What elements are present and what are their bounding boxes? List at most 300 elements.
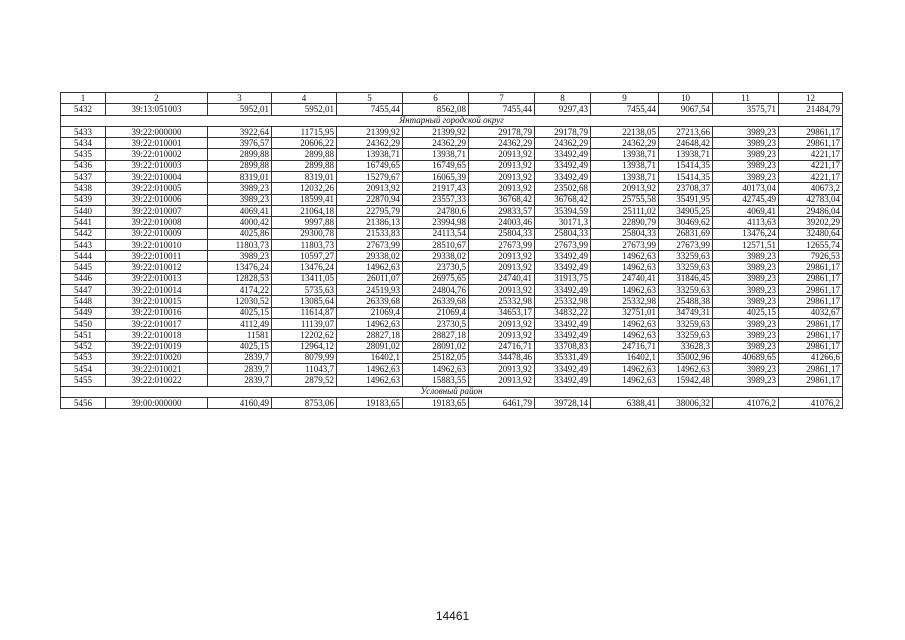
table-cell: 14962,63 [591, 330, 659, 341]
table-cell: 5436 [61, 160, 106, 171]
table-cell: 24740,41 [469, 273, 535, 284]
table-cell: 13476,24 [208, 262, 272, 273]
table-cell: 8753,06 [272, 398, 337, 409]
table-cell: 39:22:010007 [106, 205, 208, 216]
table-cell: 28827,18 [337, 330, 403, 341]
table-row [61, 172, 843, 183]
table-cell: 5446 [61, 273, 106, 284]
table-cell: 5952,01 [272, 104, 337, 115]
table-cell: 25488,38 [659, 296, 713, 307]
table-cell: 39:22:010020 [106, 352, 208, 363]
table-cell: 5448 [61, 296, 106, 307]
table-cell: 39:22:010010 [106, 239, 208, 250]
column-header: 6 [403, 93, 469, 104]
table-cell: 16749,65 [337, 160, 403, 171]
table-row [61, 262, 843, 273]
table-cell: 33259,63 [659, 318, 713, 329]
table-row [61, 352, 843, 363]
table-cell: 3989,23 [713, 296, 779, 307]
table-cell: 13938,71 [659, 149, 713, 160]
table-cell: 14962,63 [337, 375, 403, 386]
table-cell: 20913,92 [469, 183, 535, 194]
table-cell: 35394,59 [535, 205, 591, 216]
table-cell: 14962,63 [659, 364, 713, 375]
table-cell: 14962,63 [591, 251, 659, 262]
table-cell: 27213,66 [659, 126, 713, 137]
table-row [61, 239, 843, 250]
table-cell: 11614,87 [272, 307, 337, 318]
table-cell: 20913,92 [469, 149, 535, 160]
table-cell: 15883,55 [403, 375, 469, 386]
table-row [61, 364, 843, 375]
table-cell: 29861,17 [779, 273, 843, 284]
page-number: 14461 [435, 609, 470, 623]
table-cell: 3575,71 [713, 104, 779, 115]
table-cell: 5445 [61, 262, 106, 273]
table-cell: 25804,33 [591, 228, 659, 239]
table-cell: 25332,98 [469, 296, 535, 307]
table-cell: 28091,02 [403, 341, 469, 352]
table-row [61, 375, 843, 386]
table-cell: 23730,5 [403, 262, 469, 273]
table-row [61, 149, 843, 160]
table-cell: 29861,17 [779, 262, 843, 273]
column-header: 9 [591, 93, 659, 104]
table-cell: 11581 [208, 330, 272, 341]
table-cell: 19183,65 [403, 398, 469, 409]
table-cell: 39:22:010016 [106, 307, 208, 318]
table-cell: 3989,23 [713, 262, 779, 273]
table-cell: 33492,49 [535, 375, 591, 386]
table-row [61, 398, 843, 409]
table-row [61, 318, 843, 329]
table-cell: 4160,49 [208, 398, 272, 409]
table-cell: 35002,96 [659, 352, 713, 363]
table-cell: 29861,17 [779, 285, 843, 296]
column-header: 3 [208, 93, 272, 104]
table-body [61, 93, 843, 409]
table-cell: 3989,23 [713, 138, 779, 149]
table-cell: 14962,63 [337, 364, 403, 375]
table-cell: 33492,49 [535, 251, 591, 262]
table-cell: 9297,43 [535, 104, 591, 115]
table-cell: 34653,17 [469, 307, 535, 318]
table-cell: 3989,23 [713, 285, 779, 296]
table-cell: 19183,65 [337, 398, 403, 409]
table-cell: 26339,68 [403, 296, 469, 307]
table-cell: 25182,05 [403, 352, 469, 363]
table-cell: 20913,92 [469, 364, 535, 375]
table-cell: 4032,67 [779, 307, 843, 318]
table-cell: 8079,99 [272, 352, 337, 363]
table-cell: 5451 [61, 330, 106, 341]
table-cell: 24740,41 [591, 273, 659, 284]
table-cell: 29178,79 [535, 126, 591, 137]
table-cell: 3989,23 [713, 364, 779, 375]
table-cell: 25755,58 [591, 194, 659, 205]
table-cell: 4025,86 [208, 228, 272, 239]
table-row [61, 341, 843, 352]
table-cell: 29861,17 [779, 375, 843, 386]
table-row [61, 285, 843, 296]
table-cell: 21069,4 [403, 307, 469, 318]
table-cell: 22795,79 [337, 205, 403, 216]
table-cell: 4069,41 [713, 205, 779, 216]
table-cell: 39:22:010018 [106, 330, 208, 341]
table-cell: 7455,44 [469, 104, 535, 115]
table-cell: 33259,63 [659, 262, 713, 273]
table-cell: 28091,02 [337, 341, 403, 352]
table-cell: 39:22:010014 [106, 285, 208, 296]
table-cell: 29338,02 [337, 251, 403, 262]
table-cell: 33259,63 [659, 285, 713, 296]
table-cell: 39:22:010012 [106, 262, 208, 273]
table-cell: 22870,94 [337, 194, 403, 205]
table-cell: 29861,17 [779, 296, 843, 307]
table-cell: 4025,15 [208, 307, 272, 318]
table-cell: 7926,53 [779, 251, 843, 262]
table-cell: 14962,63 [591, 285, 659, 296]
table-cell: 7455,44 [337, 104, 403, 115]
table-cell: 36768,42 [469, 194, 535, 205]
table-cell: 35331,49 [535, 352, 591, 363]
section-heading-row [61, 386, 843, 397]
table-cell: 20606,22 [272, 138, 337, 149]
table-cell: 20913,92 [469, 160, 535, 171]
table-cell: 5437 [61, 172, 106, 183]
table-cell: 15414,35 [659, 160, 713, 171]
table-cell: 26011,07 [337, 273, 403, 284]
table-cell: 3989,23 [713, 172, 779, 183]
table-cell: 24804,76 [403, 285, 469, 296]
table-cell: 9997,88 [272, 217, 337, 228]
table-cell: 29338,02 [403, 251, 469, 262]
table-cell: 4025,15 [713, 307, 779, 318]
table-cell: 24648,42 [659, 138, 713, 149]
table-cell: 29861,17 [779, 138, 843, 149]
table-cell: 29861,17 [779, 318, 843, 329]
table-cell: 32480,64 [779, 228, 843, 239]
table-cell: 2839,7 [208, 352, 272, 363]
table-row [61, 104, 843, 115]
table-cell: 21917,43 [403, 183, 469, 194]
table-cell: 2879,52 [272, 375, 337, 386]
section-heading: Условный район [61, 386, 843, 397]
table-cell: 12828,53 [208, 273, 272, 284]
table-cell: 12964,12 [272, 341, 337, 352]
table-row [61, 228, 843, 239]
table-header-row [61, 93, 843, 104]
table-cell: 30469,62 [659, 217, 713, 228]
table-cell: 28827,18 [403, 330, 469, 341]
table-cell: 4000,42 [208, 217, 272, 228]
table-cell: 3989,23 [713, 126, 779, 137]
table-cell: 33628,3 [659, 341, 713, 352]
table-cell: 24362,29 [591, 138, 659, 149]
table-cell: 15414,35 [659, 172, 713, 183]
table-cell: 33492,49 [535, 285, 591, 296]
table-row [61, 126, 843, 137]
table-row [61, 194, 843, 205]
table-cell: 39:22:010019 [106, 341, 208, 352]
table-cell: 12571,51 [713, 239, 779, 250]
table-cell: 5450 [61, 318, 106, 329]
table-cell: 24362,29 [535, 138, 591, 149]
table-cell: 24003,46 [469, 217, 535, 228]
table-cell: 24362,29 [469, 138, 535, 149]
table-cell: 41076,2 [779, 398, 843, 409]
table-cell: 21064,18 [272, 205, 337, 216]
table-cell: 29486,04 [779, 205, 843, 216]
table-cell: 24362,29 [403, 138, 469, 149]
table-cell: 25804,33 [535, 228, 591, 239]
column-header: 8 [535, 93, 591, 104]
table-cell: 24780,6 [403, 205, 469, 216]
table-cell: 32751,01 [591, 307, 659, 318]
table-cell: 3989,23 [713, 341, 779, 352]
table-cell: 2899,88 [272, 160, 337, 171]
section-heading: Янтарный городской округ [61, 115, 843, 126]
table-cell: 39:22:010006 [106, 194, 208, 205]
table-cell: 40673,2 [779, 183, 843, 194]
table-cell: 23730,5 [403, 318, 469, 329]
table-cell: 11803,73 [272, 239, 337, 250]
table-cell: 18599,41 [272, 194, 337, 205]
table-cell: 34832,22 [535, 307, 591, 318]
table-cell: 20913,92 [591, 183, 659, 194]
table-cell: 33492,49 [535, 330, 591, 341]
table-cell: 3976,57 [208, 138, 272, 149]
column-header: 4 [272, 93, 337, 104]
table-cell: 5455 [61, 375, 106, 386]
table-cell: 33492,49 [535, 318, 591, 329]
table-cell: 20913,92 [469, 262, 535, 273]
table-cell: 29300,78 [272, 228, 337, 239]
table-cell: 42783,04 [779, 194, 843, 205]
table-cell: 12202,62 [272, 330, 337, 341]
table-cell: 25332,98 [591, 296, 659, 307]
table-cell: 39:22:010005 [106, 183, 208, 194]
table-cell: 20913,92 [469, 285, 535, 296]
table-cell: 26975,65 [403, 273, 469, 284]
table-cell: 5443 [61, 239, 106, 250]
table-cell: 20913,92 [469, 251, 535, 262]
table-cell: 13085,64 [272, 296, 337, 307]
table-cell: 39728,14 [535, 398, 591, 409]
table-cell: 42745,49 [713, 194, 779, 205]
table-cell: 35491,95 [659, 194, 713, 205]
table-cell: 39:22:000000 [106, 126, 208, 137]
table-cell: 26339,68 [337, 296, 403, 307]
table-cell: 4069,41 [208, 205, 272, 216]
table-cell: 34749,31 [659, 307, 713, 318]
table-cell: 33259,63 [659, 330, 713, 341]
table-cell: 39:22:010002 [106, 149, 208, 160]
table-cell: 24362,29 [337, 138, 403, 149]
table-row [61, 330, 843, 341]
table-cell: 40173,04 [713, 183, 779, 194]
table-cell: 39:22:010008 [106, 217, 208, 228]
table-cell: 3989,23 [208, 251, 272, 262]
table-cell: 5735,63 [272, 285, 337, 296]
table-cell: 33492,49 [535, 149, 591, 160]
table-cell: 2839,7 [208, 375, 272, 386]
table-cell: 5442 [61, 228, 106, 239]
table-cell: 5453 [61, 352, 106, 363]
table-row [61, 217, 843, 228]
table-cell: 8319,01 [272, 172, 337, 183]
table-cell: 39:22:010021 [106, 364, 208, 375]
table-cell: 33492,49 [535, 262, 591, 273]
table-cell: 5440 [61, 205, 106, 216]
table-cell: 16402,1 [337, 352, 403, 363]
column-header: 5 [337, 93, 403, 104]
table-cell: 13938,71 [591, 160, 659, 171]
table-cell: 8562,08 [403, 104, 469, 115]
table-cell: 22138,05 [591, 126, 659, 137]
table-cell: 39:22:010009 [106, 228, 208, 239]
table-cell: 23502,68 [535, 183, 591, 194]
table-cell: 29861,17 [779, 330, 843, 341]
table-cell: 39:22:010017 [106, 318, 208, 329]
table-cell: 3989,23 [713, 273, 779, 284]
table-cell: 4221,17 [779, 160, 843, 171]
table-cell: 39:22:010022 [106, 375, 208, 386]
table-row [61, 251, 843, 262]
table-cell: 27673,99 [469, 239, 535, 250]
table-cell: 3989,23 [713, 318, 779, 329]
table-row [61, 160, 843, 171]
table-cell: 11715,95 [272, 126, 337, 137]
table-cell: 13938,71 [591, 172, 659, 183]
table-cell: 14962,63 [591, 318, 659, 329]
column-header: 1 [61, 93, 106, 104]
table-cell: 3989,23 [713, 251, 779, 262]
table-cell: 23557,33 [403, 194, 469, 205]
table-cell: 5444 [61, 251, 106, 262]
table-cell: 2899,88 [272, 149, 337, 160]
column-header: 10 [659, 93, 713, 104]
table-cell: 34905,25 [659, 205, 713, 216]
table-cell: 29861,17 [779, 126, 843, 137]
table-cell: 21069,4 [337, 307, 403, 318]
table-cell: 24519,93 [337, 285, 403, 296]
table-cell: 29861,17 [779, 341, 843, 352]
table-cell: 33492,49 [535, 160, 591, 171]
table-cell: 8319,01 [208, 172, 272, 183]
table-cell: 13938,71 [337, 149, 403, 160]
table-cell: 13938,71 [403, 149, 469, 160]
table-cell: 5439 [61, 194, 106, 205]
table-cell: 27673,99 [659, 239, 713, 250]
data-table [60, 92, 843, 409]
table-cell: 4221,17 [779, 172, 843, 183]
table-cell: 13476,24 [272, 262, 337, 273]
table-cell: 31846,45 [659, 273, 713, 284]
table-cell: 2899,88 [208, 160, 272, 171]
table-cell: 14962,63 [591, 364, 659, 375]
table-cell: 11043,7 [272, 364, 337, 375]
table-cell: 22890,79 [591, 217, 659, 228]
table-cell: 29178,79 [469, 126, 535, 137]
table-cell: 15279,67 [337, 172, 403, 183]
table-cell: 6388,41 [591, 398, 659, 409]
table-cell: 20913,92 [469, 375, 535, 386]
table-cell: 39:22:010004 [106, 172, 208, 183]
table-cell: 14962,63 [591, 262, 659, 273]
table-row [61, 138, 843, 149]
table-cell: 41076,2 [713, 398, 779, 409]
table-cell: 36768,42 [535, 194, 591, 205]
table-cell: 14962,63 [403, 364, 469, 375]
table-cell: 14962,63 [591, 375, 659, 386]
table-cell: 21399,92 [403, 126, 469, 137]
table-cell: 11139,07 [272, 318, 337, 329]
table-cell: 13476,24 [713, 228, 779, 239]
table-cell: 3989,23 [208, 183, 272, 194]
table-cell: 20913,92 [469, 318, 535, 329]
column-header: 12 [779, 93, 843, 104]
table-row [61, 205, 843, 216]
table-cell: 33492,49 [535, 172, 591, 183]
table-cell: 3989,23 [713, 330, 779, 341]
table-cell: 27673,99 [535, 239, 591, 250]
table-cell: 24716,71 [591, 341, 659, 352]
table-cell: 39:22:010001 [106, 138, 208, 149]
table-cell: 24113,54 [403, 228, 469, 239]
column-header: 7 [469, 93, 535, 104]
table-cell: 6461,79 [469, 398, 535, 409]
column-header: 11 [713, 93, 779, 104]
table-row [61, 307, 843, 318]
table-cell: 25332,98 [535, 296, 591, 307]
table-cell: 5441 [61, 217, 106, 228]
table-cell: 39:00:000000 [106, 398, 208, 409]
table-cell: 21533,83 [337, 228, 403, 239]
table-cell: 4025,15 [208, 341, 272, 352]
table-cell: 28510,67 [403, 239, 469, 250]
table-cell: 39:22:010011 [106, 251, 208, 262]
table-cell: 39:13:051003 [106, 104, 208, 115]
table-cell: 5432 [61, 104, 106, 115]
table-cell: 13938,71 [591, 149, 659, 160]
table-cell: 20913,92 [337, 183, 403, 194]
table-cell: 5454 [61, 364, 106, 375]
table-cell: 2839,7 [208, 364, 272, 375]
table-row [61, 183, 843, 194]
table-cell: 5435 [61, 149, 106, 160]
table-cell: 21484,79 [779, 104, 843, 115]
table-row [61, 273, 843, 284]
table-cell: 33492,49 [535, 364, 591, 375]
table-cell: 3989,23 [713, 375, 779, 386]
table-cell: 5434 [61, 138, 106, 149]
table-cell: 25804,33 [469, 228, 535, 239]
table-cell: 4221,17 [779, 149, 843, 160]
table-cell: 39:22:010003 [106, 160, 208, 171]
table-cell: 10597,27 [272, 251, 337, 262]
table-cell: 5452 [61, 341, 106, 352]
table-cell: 24716,71 [469, 341, 535, 352]
table-cell: 13411,05 [272, 273, 337, 284]
table-cell: 34478,46 [469, 352, 535, 363]
table-cell: 5433 [61, 126, 106, 137]
table-cell: 21399,92 [337, 126, 403, 137]
table-cell: 27673,99 [591, 239, 659, 250]
table-cell: 29833,57 [469, 205, 535, 216]
table-cell: 14962,63 [337, 318, 403, 329]
table-cell: 41266,6 [779, 352, 843, 363]
